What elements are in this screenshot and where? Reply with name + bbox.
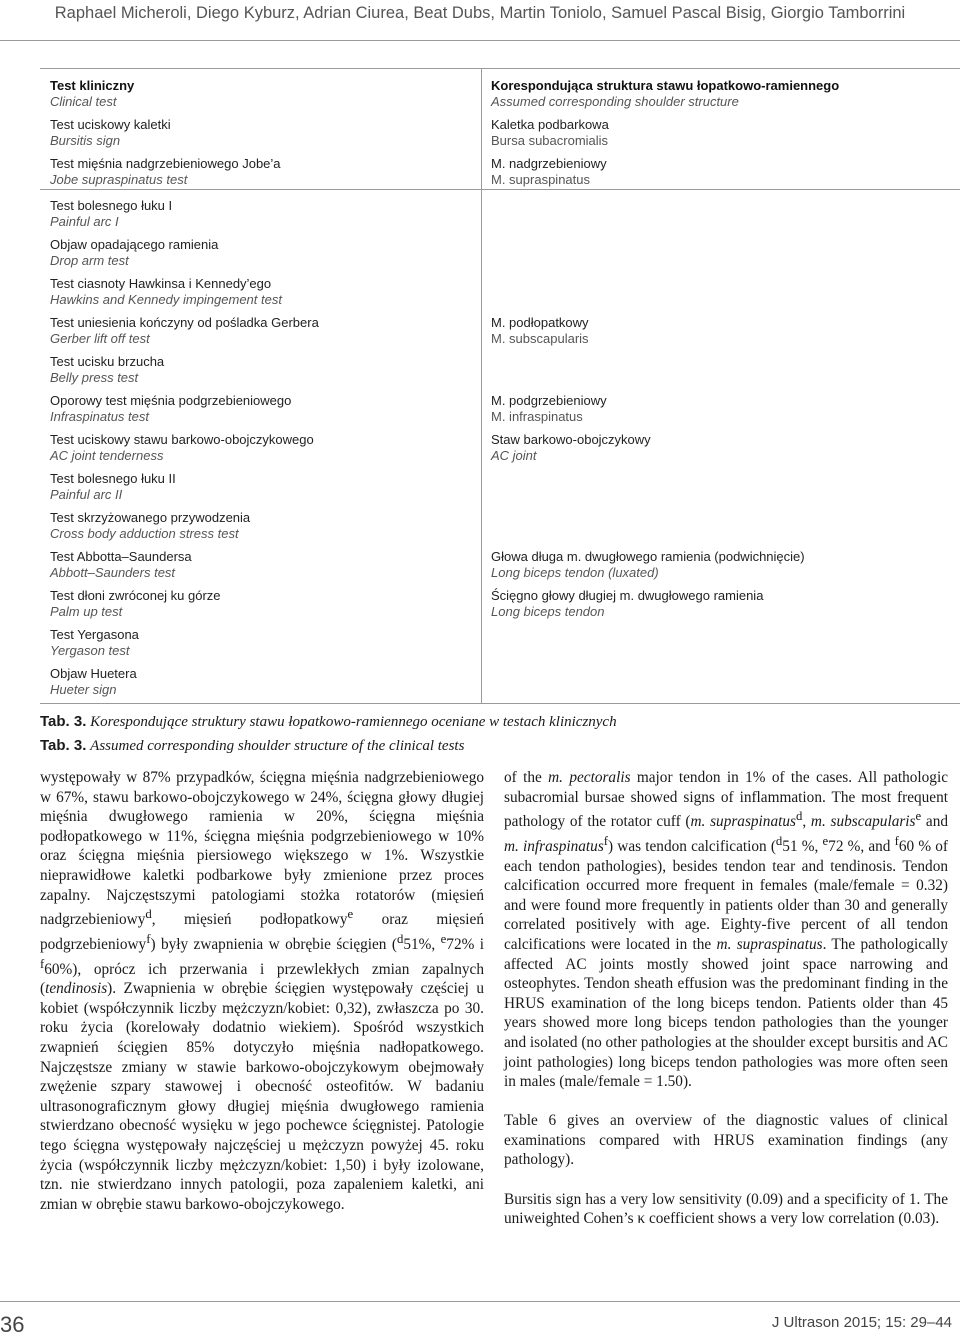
header-structure-en: Assumed corresponding shoulder structure [491, 94, 739, 109]
table-row [50, 666, 137, 698]
test-name-en: Bursitis sign [50, 133, 121, 148]
text-run: 60 % of each tendon pathologies), besides tendon tear and tendinosis. Tendon calcification occurred more frequent in females (male/female = 0.32) and were found more frequently in patients older than 30 and generally correlated positively with age. Eighty-five percent of all tendon calcifications were located in the [504, 837, 948, 953]
table-header-test [50, 78, 134, 110]
test-name-pl: Test Abbotta–Saundersa [50, 549, 192, 564]
header-structure-pl: Korespondująca struktura stawu łopatkowo-ramiennego [491, 78, 840, 93]
text-run-italic: m. pectoralis [548, 769, 631, 786]
footnote-marker: e [915, 809, 922, 824]
text-run: ). Zwapnienia w obrębie ścięgien występowały częściej u kobiet (współczynnik liczby mężczyzn/kobiet: 0,32), zwłaszcza po 30. roku życia (korelowały dodatnio wiekiem). Spośród wszystkich zwapnień ścięgien 85% dotyczyło mięśnia nadłopatkowego. Najczęstsze zmiany w stawie barkowo-obojczykowym obejmowały zwężenie szpary stawowej i obecność osteofitów. W badaniu ultrasonograficznym głowy długiej mięśnia dwugłowego ramienia stwierdzano obecność wysięku w jego pochewce ścięgnistej. Patologie tego ścięgna występowały najczęściej u mężczyzn powyżej 45. roku życia (współczynnik liczby mężczyzn/kobiet: 1,50) i były izolowane, tzn. nie stwierdzano innych patologii, poza zapaleniem kaletki, ani zmian w obrębie stawu barkowo-obojczykowego. [40, 980, 484, 1213]
text-run: ) były zwapnienia w obrębie ścięgien ( [150, 935, 397, 953]
text-run: występowały w 87% przypadków, ścięgna mięśnia nadgrzebieniowego w 67%, stawu barkowo-obojczykowego w 24%, ścięgna głowy długiej mięśnia dwugłowego ramienia w 20%, ścięgna mięśnia podłopatkowego w 11%, ścięgna mięśnia podgrzebieniowego w 10% oraz ścięgna mięśnia piersiowego większego w 1%. Wszystkie nieprawidłowe kaletki podbarkowe były zmienione przez proces zapalny. Najczęstszymi patologiami stożka rotatorów (mięsień nadgrzebieniowy [40, 769, 484, 929]
table-row [50, 276, 282, 308]
table-row [50, 198, 172, 230]
footnote-marker: f [603, 833, 609, 848]
table-row [50, 354, 164, 386]
structure-cell [491, 156, 607, 188]
test-name-pl: Oporowy test mięśnia podgrzebieniowego [50, 393, 292, 408]
test-name-en: Abbott–Saunders test [50, 565, 176, 580]
paragraph [40, 768, 484, 1214]
column-divider [481, 69, 482, 703]
structure-en: M. subscapularis [491, 331, 589, 346]
structure-cell [491, 117, 609, 149]
test-name-pl: Test bolesnego łuku I [50, 198, 173, 213]
journal-citation: J Ultrason 2015; 15: 29–44 [771, 1314, 952, 1331]
test-name-en: Hawkins and Kennedy impingement test [50, 292, 282, 307]
paragraph [504, 768, 948, 1092]
test-name-en: Gerber lift off test [50, 331, 150, 346]
structure-pl: M. podgrzebieniowy [491, 393, 607, 408]
footnote-marker: e [440, 931, 447, 946]
test-name-pl: Test mięśnia nadgrzebieniowego Jobe’a [50, 156, 281, 171]
test-name-pl: Objaw opadającego ramienia [50, 237, 219, 252]
table-row [50, 393, 291, 425]
structure-pl: M. podłopatkowy [491, 315, 589, 330]
structure-en: M. infraspinatus [491, 409, 583, 424]
text-run: 72 %, and [828, 837, 895, 855]
body-column-english [504, 768, 948, 1229]
header-test-pl: Test kliniczny [50, 78, 135, 93]
structure-cell [491, 432, 651, 464]
structure-cell [491, 588, 763, 620]
structure-en: AC joint [491, 448, 537, 463]
test-name-pl: Test uniesienia kończyny od pośladka Gerbera [50, 315, 319, 330]
test-name-pl: Test bolesnego łuku II [50, 471, 176, 486]
structure-cell [491, 393, 607, 425]
structure-cell [491, 549, 805, 581]
test-name-en: Yergason test [50, 643, 130, 658]
text-run: , [802, 813, 811, 831]
text-run: ) was tendon calcification ( [608, 837, 776, 855]
structure-pl: Ścięgno głowy długiej m. dwugłowego ramienia [491, 588, 764, 603]
table-3 [40, 68, 960, 704]
test-name-en: Belly press test [50, 370, 139, 385]
test-name-en: Hueter sign [50, 682, 117, 697]
structure-cell [491, 315, 589, 347]
caption-label-pl: Tab. 3. [40, 713, 87, 730]
text-run: , mięsień podłopatkowy [151, 911, 348, 929]
table-row [50, 117, 171, 149]
text-run: 60%), oprócz ich przerwania i przewlekłych zmian zapalnych ( [40, 960, 484, 998]
caption-label-en: Tab. 3. [40, 737, 87, 754]
table-caption-pl [40, 712, 617, 732]
table-row [50, 471, 176, 503]
test-name-pl: Test dłoni zwróconej ku górze [50, 588, 221, 603]
structure-en: Bursa subacromialis [491, 133, 609, 148]
caption-text-pl: Korespondujące struktury stawu łopatkowo-ramiennego oceniane w testach klinicznych [90, 714, 617, 730]
body-column-polish [40, 768, 484, 1214]
structure-en: M. supraspinatus [491, 172, 590, 187]
table-header-structure [491, 78, 839, 110]
table-row [50, 588, 221, 620]
footnote-marker: f [146, 931, 151, 946]
structure-pl: Głowa długa m. dwugłowego ramienia (podwichnięcie) [491, 549, 805, 564]
paragraph: Table 6 gives an overview of the diagnostic values of clinical examinations compared with HRUS examination findings (any pathology). [504, 1112, 948, 1169]
test-name-pl: Test ciasnoty Hawkinsa i Kennedy’ego [50, 276, 272, 291]
text-run: and [921, 813, 949, 831]
test-name-en: Infraspinatus test [50, 409, 149, 424]
text-run-italic: m. subscapularis [810, 813, 916, 831]
text-run: major tendon in 1% of the cases. All pathologic subacromial bursae showed signs of inflammation. The most frequent pathology of the rotator cuff ( [504, 769, 948, 831]
footnote-marker: f [894, 833, 899, 848]
text-run: oraz mięsień podgrzebieniowy [40, 911, 484, 953]
table-row [50, 156, 281, 188]
footnote-marker: d [145, 907, 152, 922]
test-name-pl: Test uciskowy kaletki [50, 117, 171, 132]
table-row [50, 627, 139, 659]
test-name-en: Painful arc II [50, 487, 123, 502]
table-row [50, 432, 314, 464]
text-run-italic: m. supraspinatus [690, 813, 796, 831]
test-name-en: Drop arm test [50, 253, 129, 268]
structure-pl: Staw barkowo-obojczykowy [491, 432, 651, 447]
structure-en: Long biceps tendon [491, 604, 605, 619]
test-name-pl: Test skrzyżowanego przywodzenia [50, 510, 251, 525]
test-name-pl: Test ucisku brzucha [50, 354, 165, 369]
footnote-marker: e [822, 833, 829, 848]
table-divider [40, 189, 960, 190]
structure-pl: M. nadgrzebieniowy [491, 156, 607, 171]
footer-rule [0, 1301, 960, 1302]
caption-text-en: Assumed corresponding shoulder structure of the clinical tests [90, 738, 465, 754]
footnote-marker: f [40, 956, 45, 971]
footnote-marker: d [775, 833, 783, 848]
text-run: 51%, [403, 935, 441, 953]
test-name-pl: Test uciskowy stawu barkowo-obojczykowego [50, 432, 314, 447]
test-name-en: AC joint tenderness [50, 448, 164, 463]
footnote-marker: e [347, 907, 354, 922]
test-name-pl: Test Yergasona [50, 627, 139, 642]
table-row [50, 315, 319, 347]
text-run: of the [504, 769, 549, 786]
text-run: . The pathologically affected AC joints mostly showed joint space narrowing and osteophytes. Tendon sheath effusion was the predominant finding in the HRUS examination of the long biceps tendon. Patients older than 45 years showed more long biceps tendon pathologies than the younger and isolated (no other pathologies at the shoulder except bursitis and AC joint pathologies) long biceps tendon pathologies was more often seen in males (male/female = 1.50). [504, 935, 949, 1091]
text-run: 51 %, [782, 837, 823, 855]
page-number: 36 [0, 1312, 25, 1337]
text-run-italic: m. supraspinatus [716, 935, 823, 953]
footnote-marker: d [795, 809, 803, 824]
test-name-pl: Objaw Huetera [50, 666, 137, 681]
header-test-en: Clinical test [50, 94, 117, 109]
structure-en: Long biceps tendon (luxated) [491, 565, 659, 580]
test-name-en: Jobe supraspinatus test [50, 172, 188, 187]
structure-pl: Kaletka podbarkowa [491, 117, 609, 132]
text-run: 72% i [446, 935, 484, 953]
table-row [50, 237, 218, 269]
test-name-en: Cross body adduction stress test [50, 526, 239, 541]
paragraph: Bursitis sign has a very low sensitivity (0.09) and a specificity of 1. The uniweighted Cohen’s κ coefficient shows a very low correlation (0.03). [504, 1190, 948, 1228]
header-rule [0, 40, 960, 41]
running-header [0, 0, 960, 40]
author-list: Raphael Micheroli, Diego Kyburz, Adrian Ciurea, Beat Dubs, Martin Toniolo, Samuel Pascal Bisig, Giorgio Tamborrini [54, 4, 906, 22]
table-row [50, 510, 250, 542]
test-name-en: Painful arc I [50, 214, 119, 229]
text-run-italic: tendinosis [45, 980, 108, 998]
footnote-marker: d [396, 931, 404, 946]
table-caption-en [40, 736, 464, 756]
test-name-en: Palm up test [50, 604, 123, 619]
table-row [50, 549, 192, 581]
text-run-italic: m. infraspinatus [504, 837, 604, 855]
